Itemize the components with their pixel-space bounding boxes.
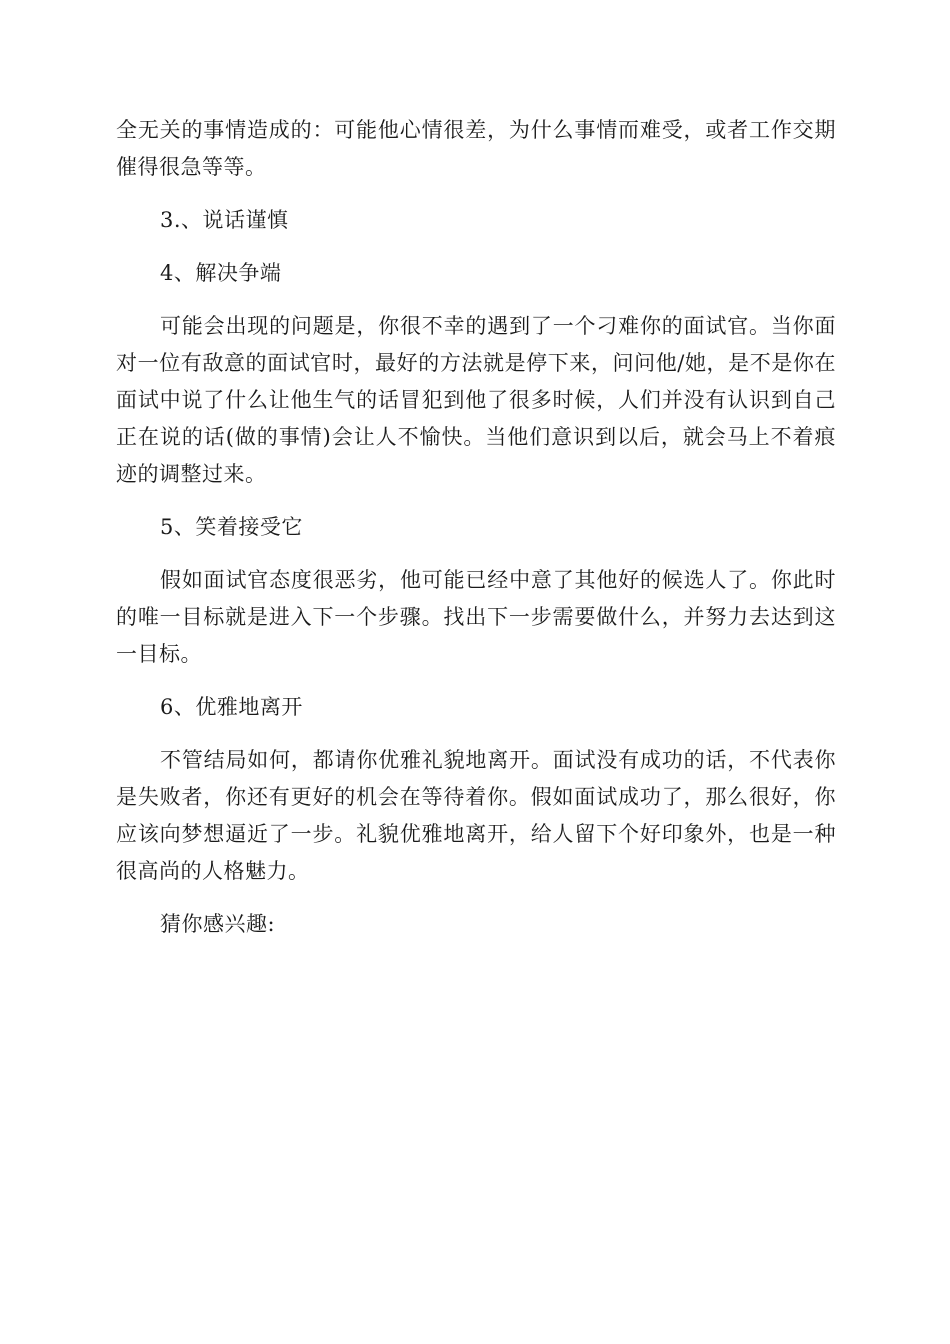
- heading-accept-with-smile: 5、笑着接受它: [160, 515, 303, 539]
- paragraph-leave-gracefully: 不管结局如何，都请你优雅礼貌地离开。面试没有成功的话，不代表你是失败者，你还有更好的机会在等待着你。假如面试成功了，那么很好，你应该向梦想逼近了一步。礼貌优雅地离开，给人留下个好印象外，也是一种很高尚的人格魅力。: [116, 748, 836, 883]
- heading-speak-carefully: 3.、说话谨慎: [160, 208, 289, 232]
- paragraph-continuation: 全无关的事情造成的：可能他心情很差，为什么事情而难受，或者工作交期催得很急等等。: [116, 118, 836, 179]
- heading-resolve-dispute: 4、解决争端: [160, 261, 282, 285]
- paragraph-hostile-interviewer: 可能会出现的问题是，你很不幸的遇到了一个刁难你的面试官。当你面对一位有敌意的面试官时，最好的方法就是停下来，问问他/她，是不是你在面试中说了什么让他生气的话冒犯到他了很多时候，人们并没有认识到自己正在说的话(做的事情)会让人不愉快。当他们意识到以后，就会马上不着痕迹的调整过来。: [116, 314, 836, 486]
- heading-leave-gracefully: 6、优雅地离开: [160, 695, 303, 719]
- paragraph-bad-attitude: 假如面试官态度很恶劣，他可能已经中意了其他好的候选人了。你此时的唯一目标就是进入下一个步骤。找出下一步需要做什么，并努力去达到这一目标。: [116, 568, 836, 666]
- related-interest-label: 猜你感兴趣:: [160, 912, 276, 936]
- document-page: [116, 112, 836, 943]
